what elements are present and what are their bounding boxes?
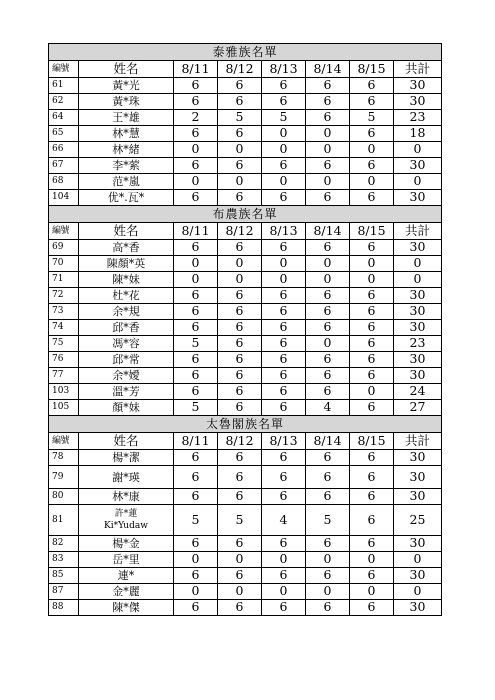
total-hours: 30 — [394, 190, 442, 206]
column-header: 8/11 — [174, 223, 218, 240]
day-hours: 6 — [262, 489, 306, 505]
day-hours: 6 — [174, 384, 218, 400]
table-row — [49, 568, 442, 584]
table-row — [49, 505, 442, 536]
row-number: 77 — [49, 368, 79, 384]
day-hours: 6 — [218, 288, 262, 304]
table-row — [49, 450, 442, 466]
day-hours: 6 — [218, 304, 262, 320]
table-row — [49, 256, 442, 272]
table-row — [49, 320, 442, 336]
row-number: 61 — [49, 78, 79, 94]
row-number: 72 — [49, 288, 79, 304]
day-hours: 6 — [262, 368, 306, 384]
day-hours: 6 — [218, 240, 262, 256]
row-number: 70 — [49, 256, 79, 272]
day-hours: 6 — [350, 505, 394, 536]
day-hours: 0 — [306, 584, 350, 600]
column-header: 8/15 — [350, 433, 394, 450]
table-row — [49, 240, 442, 256]
day-hours: 6 — [306, 368, 350, 384]
person-name: 陳*傑 — [79, 600, 174, 616]
person-name: 溫*芳 — [79, 384, 174, 400]
day-hours: 0 — [306, 552, 350, 568]
day-hours: 0 — [262, 552, 306, 568]
day-hours: 6 — [218, 536, 262, 552]
person-name: 黃*珠 — [79, 94, 174, 110]
day-hours: 6 — [262, 288, 306, 304]
day-hours: 6 — [174, 536, 218, 552]
day-hours: 0 — [306, 336, 350, 352]
total-hours: 30 — [394, 568, 442, 584]
day-hours: 0 — [262, 142, 306, 158]
person-name: 邱*常 — [79, 352, 174, 368]
column-header: 8/12 — [218, 433, 262, 450]
day-hours: 6 — [218, 450, 262, 466]
column-header: 8/15 — [350, 61, 394, 78]
column-header: 8/13 — [262, 433, 306, 450]
day-hours: 6 — [306, 110, 350, 126]
total-hours: 30 — [394, 352, 442, 368]
day-hours: 6 — [262, 400, 306, 416]
day-hours: 6 — [306, 352, 350, 368]
table-row — [49, 368, 442, 384]
person-name: 李*萦 — [79, 158, 174, 174]
day-hours: 6 — [350, 466, 394, 489]
day-hours: 6 — [306, 568, 350, 584]
day-hours: 0 — [306, 126, 350, 142]
day-hours: 6 — [262, 94, 306, 110]
day-hours: 6 — [218, 466, 262, 489]
day-hours: 0 — [174, 584, 218, 600]
day-hours: 0 — [350, 272, 394, 288]
total-hours: 30 — [394, 158, 442, 174]
total-hours: 30 — [394, 489, 442, 505]
row-number: 105 — [49, 400, 79, 416]
day-hours: 6 — [306, 78, 350, 94]
table-row — [49, 304, 442, 320]
section-title: 泰雅族名單 — [49, 44, 442, 61]
day-hours: 6 — [262, 190, 306, 206]
day-hours: 0 — [218, 256, 262, 272]
day-hours: 6 — [350, 489, 394, 505]
day-hours: 0 — [350, 174, 394, 190]
day-hours: 4 — [306, 400, 350, 416]
table-row — [49, 352, 442, 368]
day-hours: 6 — [262, 384, 306, 400]
day-hours: 6 — [262, 158, 306, 174]
day-hours: 0 — [350, 584, 394, 600]
table-row — [49, 536, 442, 552]
day-hours: 6 — [306, 536, 350, 552]
day-hours: 6 — [350, 536, 394, 552]
total-hours: 30 — [394, 450, 442, 466]
day-hours: 6 — [174, 368, 218, 384]
day-hours: 6 — [350, 368, 394, 384]
day-hours: 6 — [350, 190, 394, 206]
total-hours: 23 — [394, 110, 442, 126]
day-hours: 6 — [306, 288, 350, 304]
person-name-line: Ki*Yudaw — [104, 521, 148, 531]
column-header: 編號 — [49, 433, 79, 450]
day-hours: 4 — [262, 505, 306, 536]
day-hours: 6 — [306, 466, 350, 489]
day-hours: 6 — [174, 288, 218, 304]
day-hours: 6 — [218, 320, 262, 336]
total-hours: 30 — [394, 320, 442, 336]
day-hours: 6 — [174, 240, 218, 256]
day-hours: 6 — [174, 78, 218, 94]
row-number: 74 — [49, 320, 79, 336]
total-hours: 30 — [394, 536, 442, 552]
section-title: 布農族名單 — [49, 206, 442, 223]
row-number: 81 — [49, 505, 79, 536]
row-number: 103 — [49, 384, 79, 400]
row-number: 75 — [49, 336, 79, 352]
day-hours: 6 — [306, 158, 350, 174]
table-row — [49, 174, 442, 190]
column-header: 8/13 — [262, 223, 306, 240]
table-row — [49, 466, 442, 489]
day-hours: 6 — [350, 158, 394, 174]
row-number: 104 — [49, 190, 79, 206]
table-row — [49, 78, 442, 94]
day-hours: 5 — [174, 505, 218, 536]
day-hours: 6 — [218, 78, 262, 94]
person-name: 顏*妹 — [79, 400, 174, 416]
column-header: 編號 — [49, 61, 79, 78]
column-header-row — [49, 433, 442, 450]
person-name: 謝*瑛 — [79, 466, 174, 489]
day-hours: 6 — [262, 240, 306, 256]
day-hours: 0 — [218, 142, 262, 158]
day-hours: 2 — [174, 110, 218, 126]
person-name: 余*嬡 — [79, 368, 174, 384]
column-header: 8/11 — [174, 61, 218, 78]
person-name: 杜*花 — [79, 288, 174, 304]
day-hours: 0 — [174, 256, 218, 272]
column-header: 8/12 — [218, 61, 262, 78]
table-row — [49, 110, 442, 126]
day-hours: 5 — [218, 110, 262, 126]
day-hours: 5 — [174, 336, 218, 352]
day-hours: 0 — [306, 256, 350, 272]
person-name: 王*雄 — [79, 110, 174, 126]
column-header: 8/13 — [262, 61, 306, 78]
column-header: 8/15 — [350, 223, 394, 240]
row-number: 85 — [49, 568, 79, 584]
day-hours: 0 — [350, 142, 394, 158]
table-row — [49, 158, 442, 174]
table-row — [49, 489, 442, 505]
day-hours: 6 — [218, 158, 262, 174]
row-number: 71 — [49, 272, 79, 288]
total-hours: 0 — [394, 174, 442, 190]
column-header: 8/14 — [306, 61, 350, 78]
table-row — [49, 552, 442, 568]
person-name: 金*麗 — [79, 584, 174, 600]
row-number: 76 — [49, 352, 79, 368]
row-number: 88 — [49, 600, 79, 616]
day-hours: 5 — [174, 400, 218, 416]
day-hours: 6 — [306, 94, 350, 110]
day-hours: 0 — [218, 272, 262, 288]
day-hours: 0 — [350, 552, 394, 568]
column-header: 共計 — [394, 433, 442, 450]
day-hours: 6 — [306, 304, 350, 320]
day-hours: 0 — [174, 272, 218, 288]
column-header: 姓名 — [79, 433, 174, 450]
day-hours: 6 — [174, 190, 218, 206]
day-hours: 0 — [262, 174, 306, 190]
day-hours: 6 — [174, 466, 218, 489]
row-number: 69 — [49, 240, 79, 256]
day-hours: 6 — [262, 304, 306, 320]
day-hours: 6 — [218, 368, 262, 384]
day-hours: 0 — [306, 272, 350, 288]
day-hours: 6 — [174, 450, 218, 466]
total-hours: 30 — [394, 368, 442, 384]
person-name: 黃*光 — [79, 78, 174, 94]
day-hours: 5 — [306, 505, 350, 536]
row-number: 87 — [49, 584, 79, 600]
row-number: 83 — [49, 552, 79, 568]
row-number: 65 — [49, 126, 79, 142]
row-number: 66 — [49, 142, 79, 158]
day-hours: 6 — [306, 600, 350, 616]
table-body — [49, 44, 442, 616]
day-hours: 6 — [262, 320, 306, 336]
attendance-sheet — [48, 43, 441, 616]
day-hours: 6 — [350, 94, 394, 110]
row-number: 80 — [49, 489, 79, 505]
table-row — [49, 190, 442, 206]
table-row — [49, 272, 442, 288]
day-hours: 0 — [174, 142, 218, 158]
column-header: 共計 — [394, 223, 442, 240]
person-name: 邱*香 — [79, 320, 174, 336]
day-hours: 6 — [350, 304, 394, 320]
total-hours: 27 — [394, 400, 442, 416]
total-hours: 30 — [394, 78, 442, 94]
day-hours: 6 — [306, 190, 350, 206]
day-hours: 6 — [262, 536, 306, 552]
person-name: 連* — [79, 568, 174, 584]
day-hours: 6 — [262, 352, 306, 368]
table-row — [49, 584, 442, 600]
day-hours: 0 — [350, 384, 394, 400]
day-hours: 0 — [218, 174, 262, 190]
day-hours: 6 — [174, 158, 218, 174]
total-hours: 0 — [394, 584, 442, 600]
day-hours: 6 — [262, 336, 306, 352]
day-hours: 6 — [174, 600, 218, 616]
day-hours: 6 — [218, 352, 262, 368]
column-header: 共計 — [394, 61, 442, 78]
total-hours: 30 — [394, 94, 442, 110]
day-hours: 6 — [350, 78, 394, 94]
day-hours: 0 — [262, 126, 306, 142]
attendance-table — [48, 43, 442, 616]
day-hours: 5 — [218, 505, 262, 536]
row-number: 82 — [49, 536, 79, 552]
table-row — [49, 142, 442, 158]
column-header: 姓名 — [79, 61, 174, 78]
day-hours: 6 — [350, 126, 394, 142]
day-hours: 6 — [218, 336, 262, 352]
person-name: 范*嵐 — [79, 174, 174, 190]
day-hours: 6 — [262, 78, 306, 94]
column-header: 編號 — [49, 223, 79, 240]
row-number: 68 — [49, 174, 79, 190]
day-hours: 6 — [218, 568, 262, 584]
day-hours: 6 — [174, 352, 218, 368]
day-hours: 6 — [350, 320, 394, 336]
day-hours: 6 — [350, 400, 394, 416]
person-name: 林*慧 — [79, 126, 174, 142]
day-hours: 0 — [306, 174, 350, 190]
day-hours: 6 — [306, 384, 350, 400]
total-hours: 30 — [394, 466, 442, 489]
table-row — [49, 94, 442, 110]
person-name: 岳*里 — [79, 552, 174, 568]
person-name-line: 許*蓮 — [114, 509, 138, 519]
section-title: 太魯閣族名單 — [49, 416, 442, 433]
day-hours: 6 — [218, 489, 262, 505]
day-hours: 6 — [262, 450, 306, 466]
column-header: 8/14 — [306, 223, 350, 240]
day-hours: 6 — [262, 466, 306, 489]
person-name: 优*.瓦* — [79, 190, 174, 206]
day-hours: 5 — [262, 110, 306, 126]
person-name: 高*香 — [79, 240, 174, 256]
section-title-row-truku — [49, 416, 442, 433]
person-name: 陳顏*英 — [79, 256, 174, 272]
row-number: 62 — [49, 94, 79, 110]
table-row — [49, 384, 442, 400]
day-hours: 0 — [174, 174, 218, 190]
total-hours: 0 — [394, 256, 442, 272]
row-number: 73 — [49, 304, 79, 320]
total-hours: 30 — [394, 304, 442, 320]
row-number: 79 — [49, 466, 79, 489]
person-name: 陳*妹 — [79, 272, 174, 288]
person-name — [79, 505, 174, 536]
day-hours: 6 — [350, 240, 394, 256]
row-number: 67 — [49, 158, 79, 174]
day-hours: 6 — [174, 126, 218, 142]
day-hours: 0 — [174, 552, 218, 568]
person-name: 余*規 — [79, 304, 174, 320]
total-hours: 30 — [394, 240, 442, 256]
day-hours: 6 — [218, 600, 262, 616]
total-hours: 24 — [394, 384, 442, 400]
person-name: 林*康 — [79, 489, 174, 505]
table-row — [49, 126, 442, 142]
person-name: 楊*金 — [79, 536, 174, 552]
day-hours: 6 — [174, 304, 218, 320]
day-hours: 6 — [306, 450, 350, 466]
total-hours: 0 — [394, 272, 442, 288]
day-hours: 6 — [262, 600, 306, 616]
day-hours: 6 — [174, 94, 218, 110]
table-row — [49, 336, 442, 352]
person-name: 馮*容 — [79, 336, 174, 352]
day-hours: 5 — [350, 110, 394, 126]
total-hours: 30 — [394, 600, 442, 616]
day-hours: 6 — [350, 336, 394, 352]
day-hours: 6 — [218, 400, 262, 416]
day-hours: 6 — [350, 450, 394, 466]
day-hours: 6 — [218, 126, 262, 142]
day-hours: 6 — [218, 94, 262, 110]
day-hours: 0 — [306, 142, 350, 158]
total-hours: 18 — [394, 126, 442, 142]
day-hours: 6 — [218, 384, 262, 400]
table-row — [49, 600, 442, 616]
day-hours: 6 — [174, 320, 218, 336]
day-hours: 6 — [262, 568, 306, 584]
total-hours: 0 — [394, 552, 442, 568]
person-name: 林*緒 — [79, 142, 174, 158]
day-hours: 6 — [174, 568, 218, 584]
total-hours: 0 — [394, 142, 442, 158]
column-header: 8/12 — [218, 223, 262, 240]
section-title-row-atayal — [49, 44, 442, 61]
day-hours: 0 — [218, 584, 262, 600]
person-name: 楊*潔 — [79, 450, 174, 466]
day-hours: 6 — [350, 352, 394, 368]
day-hours: 6 — [306, 489, 350, 505]
column-header-row — [49, 61, 442, 78]
row-number: 64 — [49, 110, 79, 126]
day-hours: 0 — [262, 256, 306, 272]
column-header-row — [49, 223, 442, 240]
day-hours: 0 — [262, 584, 306, 600]
day-hours: 0 — [262, 272, 306, 288]
row-number: 78 — [49, 450, 79, 466]
total-hours: 30 — [394, 288, 442, 304]
section-title-row-bunun — [49, 206, 442, 223]
day-hours: 6 — [350, 288, 394, 304]
column-header: 8/14 — [306, 433, 350, 450]
table-row — [49, 288, 442, 304]
day-hours: 6 — [174, 489, 218, 505]
day-hours: 6 — [306, 240, 350, 256]
day-hours: 0 — [350, 256, 394, 272]
day-hours: 6 — [350, 600, 394, 616]
total-hours: 23 — [394, 336, 442, 352]
total-hours: 25 — [394, 505, 442, 536]
day-hours: 0 — [218, 552, 262, 568]
column-header: 姓名 — [79, 223, 174, 240]
table-row — [49, 400, 442, 416]
day-hours: 6 — [350, 568, 394, 584]
column-header: 8/11 — [174, 433, 218, 450]
day-hours: 6 — [306, 320, 350, 336]
day-hours: 6 — [218, 190, 262, 206]
